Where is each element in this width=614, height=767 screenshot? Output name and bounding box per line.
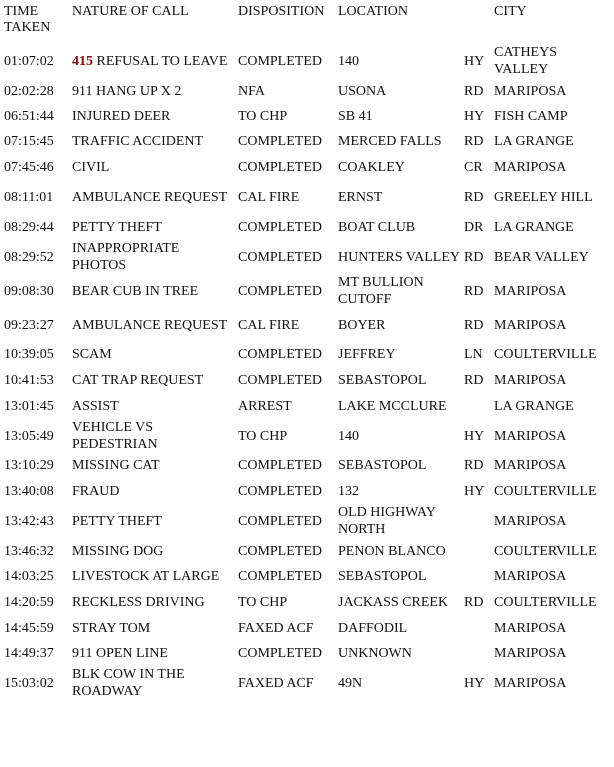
table-row [0, 615, 614, 641]
location-cell: MERCED FALLS [338, 134, 442, 149]
table-row [0, 274, 614, 308]
nature-label: STRAY TOM [72, 620, 151, 636]
nature-label: PETTY THEFT [72, 513, 162, 529]
nature-text [72, 108, 170, 125]
location-cell: ERNST [338, 189, 383, 205]
table-row [0, 393, 614, 419]
nature-label: MISSING DOG [72, 543, 164, 559]
disposition-cell: CAL FIRE [238, 317, 300, 333]
nature-cell [72, 154, 234, 180]
nature-label: CAT TRAP REQUEST [72, 372, 204, 388]
nature-cell [72, 641, 234, 666]
location-cell: SEBASTOPOL [338, 569, 427, 584]
header-disposition: DISPOSITION [238, 4, 325, 19]
location-cell: USONA [338, 83, 387, 99]
location-cell: SEBASTOPOL [338, 372, 427, 388]
table-row [0, 538, 614, 564]
header-nature-of-call: NATURE OF CALL [72, 4, 189, 19]
disposition-cell: TO CHP [238, 109, 288, 124]
city-cell: COULTERVILLE [494, 483, 597, 499]
table-row [0, 589, 614, 615]
time-cell: 13:01:45 [4, 398, 54, 414]
location-cell: SB 41 [338, 109, 373, 124]
nature-cell [72, 478, 234, 504]
city-cell: BEAR VALLEY [494, 249, 589, 265]
nature-cell [72, 419, 234, 453]
nature-label: SCAM [72, 347, 112, 362]
disposition-cell: COMPLETED [238, 646, 322, 661]
city-cell: MARIPOSA [494, 283, 567, 299]
nature-cell [72, 214, 234, 240]
location-cell: 140 [338, 428, 359, 444]
nature-text [72, 133, 203, 150]
table-row [0, 308, 614, 342]
city-cell: CATHEYS VALLEY [494, 45, 558, 77]
nature-label: AMBULANCE REQUEST [72, 189, 228, 205]
city-cell: COULTERVILLE [494, 347, 597, 362]
street-suffix-cell [464, 504, 492, 538]
disposition-cell: COMPLETED [238, 372, 322, 388]
nature-cell [72, 104, 234, 129]
nature-text [72, 83, 181, 100]
table-row [0, 564, 614, 589]
nature-text [72, 346, 112, 363]
nature-label: PETTY THEFT [72, 219, 162, 235]
location-cell: MT BULLION CUTOFF [338, 275, 424, 307]
city-cell: LA GRANGE [494, 398, 574, 414]
table-row [0, 104, 614, 129]
nature-cell [72, 180, 234, 214]
time-cell: 10:39:05 [4, 347, 54, 362]
nature-text [72, 543, 163, 560]
nature-label: MISSING CAT [72, 458, 160, 473]
time-cell: 01:07:02 [4, 53, 54, 69]
disposition-cell: ARREST [238, 398, 292, 414]
time-cell: 14:45:59 [4, 620, 54, 636]
table-row [0, 78, 614, 104]
nature-text [72, 372, 203, 389]
nature-label: 911 HANG UP X 2 [72, 83, 182, 99]
disposition-cell: NFA [238, 83, 265, 99]
table-row [0, 44, 614, 78]
header-time-taken: TIME TAKEN [4, 4, 51, 35]
city-cell: MARIPOSA [494, 513, 567, 529]
location-cell: BOAT CLUB [338, 219, 416, 235]
nature-label: LIVESTOCK AT LARGE [72, 569, 220, 584]
table-row [0, 180, 614, 214]
city-cell: MARIPOSA [494, 372, 567, 388]
street-suffix-cell: RD [464, 283, 484, 299]
nature-text [72, 620, 150, 637]
city-cell: MARIPOSA [494, 317, 567, 333]
location-cell: PENON BLANCO [338, 543, 446, 559]
nature-text [72, 189, 227, 206]
disposition-cell: COMPLETED [238, 483, 322, 499]
table-row [0, 453, 614, 478]
location-cell: COAKLEY [338, 159, 405, 175]
table-row [0, 154, 614, 180]
header-location: LOCATION [338, 4, 408, 19]
location-cell: UNKNOWN [338, 646, 412, 661]
nature-label: INAPPROPRIATE PHOTOS [72, 241, 180, 273]
time-cell: 14:03:25 [4, 569, 54, 584]
disposition-cell: COMPLETED [238, 458, 322, 473]
disposition-cell: COMPLETED [238, 569, 322, 584]
disposition-cell: COMPLETED [238, 513, 322, 529]
disposition-cell: COMPLETED [238, 219, 322, 235]
nature-text [72, 594, 205, 611]
call-code: 415 [72, 53, 93, 69]
location-cell: 49N [338, 675, 363, 691]
time-cell: 13:40:08 [4, 483, 54, 499]
location-cell: LAKE MCCLURE [338, 398, 447, 414]
street-suffix-cell [464, 641, 492, 666]
street-suffix-cell: HY [464, 483, 485, 499]
nature-text [72, 219, 162, 236]
nature-label: RECKLESS DRIVING [72, 594, 205, 610]
location-cell: HUNTERS VALLEY [338, 249, 460, 265]
nature-text [72, 457, 160, 474]
city-cell: MARIPOSA [494, 569, 567, 584]
time-cell: 08:29:52 [4, 249, 54, 265]
nature-label: CIVIL [72, 159, 110, 175]
city-cell: LA GRANGE [494, 134, 574, 149]
table-row [0, 367, 614, 393]
nature-cell [72, 589, 234, 615]
nature-label: BLK COW IN THE ROADWAY [72, 667, 185, 699]
time-cell: 13:42:43 [4, 513, 54, 529]
city-cell: MARIPOSA [494, 646, 567, 661]
disposition-cell: COMPLETED [238, 249, 322, 265]
nature-cell [72, 453, 234, 478]
table-row [0, 342, 614, 367]
city-cell: COULTERVILLE [494, 543, 597, 559]
nature-cell [72, 564, 234, 589]
location-cell: 132 [338, 483, 359, 499]
header-city: CITY [494, 4, 527, 19]
disposition-cell: COMPLETED [238, 53, 322, 69]
street-suffix-cell: RD [464, 189, 484, 205]
nature-text [72, 645, 168, 662]
nature-cell [72, 393, 234, 419]
nature-cell [72, 44, 234, 78]
nature-cell [72, 274, 234, 308]
table-row [0, 240, 614, 274]
disposition-cell: TO CHP [238, 428, 288, 444]
city-cell: MARIPOSA [494, 428, 567, 444]
time-cell: 06:51:44 [4, 109, 54, 124]
nature-text [72, 666, 234, 700]
table-row [0, 641, 614, 666]
time-cell: 13:05:49 [4, 428, 54, 444]
street-suffix-cell: RD [464, 134, 484, 149]
nature-label: 911 OPEN LINE [72, 646, 168, 661]
time-cell: 15:03:02 [4, 675, 54, 691]
time-cell: 08:29:44 [4, 219, 54, 235]
city-cell: MARIPOSA [494, 83, 567, 99]
city-cell: MARIPOSA [494, 458, 567, 473]
nature-text [72, 398, 119, 415]
street-suffix-cell: HY [464, 53, 485, 69]
nature-text [72, 159, 109, 176]
time-cell: 08:11:01 [4, 189, 54, 205]
city-cell: MARIPOSA [494, 620, 567, 636]
street-suffix-cell: HY [464, 109, 485, 124]
city-cell: FISH CAMP [494, 109, 568, 124]
nature-text [72, 568, 219, 585]
nature-cell [72, 342, 234, 367]
nature-text [72, 419, 234, 453]
city-cell: GREELEY HILL [494, 189, 593, 205]
disposition-cell: FAXED ACF [238, 675, 314, 691]
table-row [0, 214, 614, 240]
time-cell: 07:15:45 [4, 134, 54, 149]
nature-text [72, 240, 234, 274]
street-suffix-cell: RD [464, 317, 484, 333]
time-cell: 09:23:27 [4, 317, 54, 333]
time-cell: 02:02:28 [4, 83, 54, 99]
nature-cell [72, 308, 234, 342]
location-cell: 140 [338, 53, 359, 69]
city-cell: MARIPOSA [494, 675, 567, 691]
nature-label: VEHICLE VS PEDESTRIAN [72, 420, 158, 452]
location-cell: JEFFREY [338, 347, 396, 362]
disposition-cell: COMPLETED [238, 134, 322, 149]
city-cell: MARIPOSA [494, 159, 567, 175]
time-cell: 14:20:59 [4, 594, 54, 610]
table-row [0, 129, 614, 154]
street-suffix-cell: RD [464, 372, 484, 388]
nature-label: BEAR CUB IN TREE [72, 283, 199, 299]
location-cell: DAFFODIL [338, 620, 408, 636]
nature-cell [72, 504, 234, 538]
street-suffix-cell: RD [464, 83, 484, 99]
nature-text [72, 513, 162, 530]
nature-label: REFUSAL TO LEAVE [96, 53, 228, 69]
nature-label: INJURED DEER [72, 109, 171, 124]
street-suffix-cell [464, 393, 492, 419]
table-row [0, 419, 614, 453]
table-row [0, 478, 614, 504]
location-cell: BOYER [338, 317, 386, 333]
location-cell: OLD HIGHWAY NORTH [338, 505, 436, 537]
nature-text [72, 283, 198, 300]
nature-cell [72, 129, 234, 154]
street-suffix-cell: HY [464, 428, 485, 444]
location-cell: JACKASS CREEK [338, 594, 449, 610]
street-suffix-cell: RD [464, 458, 484, 473]
time-cell: 07:45:46 [4, 159, 54, 175]
street-suffix-cell [464, 538, 492, 564]
disposition-cell: FAXED ACF [238, 620, 314, 636]
street-suffix-cell [464, 615, 492, 641]
street-suffix-cell: RD [464, 249, 484, 265]
time-cell: 14:49:37 [4, 646, 54, 661]
disposition-cell: COMPLETED [238, 159, 322, 175]
time-cell: 10:41:53 [4, 372, 54, 388]
street-suffix-cell: HY [464, 675, 485, 691]
disposition-cell: CAL FIRE [238, 189, 300, 205]
nature-cell [72, 240, 234, 274]
street-suffix-cell [464, 564, 492, 589]
nature-text [72, 483, 119, 500]
location-cell: SEBASTOPOL [338, 458, 427, 473]
nature-cell [72, 666, 234, 700]
nature-label: FRAUD [72, 483, 120, 499]
disposition-cell: TO CHP [238, 594, 288, 610]
nature-text [72, 53, 227, 70]
nature-cell [72, 367, 234, 393]
city-cell: COULTERVILLE [494, 594, 597, 610]
nature-label: AMBULANCE REQUEST [72, 317, 228, 333]
nature-cell [72, 538, 234, 564]
table-row [0, 504, 614, 538]
street-suffix-cell: CR [464, 159, 483, 175]
disposition-cell: COMPLETED [238, 347, 322, 362]
disposition-cell: COMPLETED [238, 283, 322, 299]
table-row [0, 666, 614, 700]
nature-text [72, 317, 227, 334]
nature-cell [72, 615, 234, 641]
street-suffix-cell: DR [464, 219, 484, 235]
street-suffix-cell: RD [464, 594, 484, 610]
time-cell: 13:10:29 [4, 458, 54, 473]
time-cell: 09:08:30 [4, 283, 54, 299]
city-cell: LA GRANGE [494, 219, 574, 235]
time-cell: 13:46:32 [4, 543, 54, 559]
disposition-cell: COMPLETED [238, 543, 322, 559]
nature-label: TRAFFIC ACCIDENT [72, 134, 204, 149]
nature-cell [72, 78, 234, 104]
nature-label: ASSIST [72, 398, 119, 414]
street-suffix-cell: LN [464, 347, 483, 362]
